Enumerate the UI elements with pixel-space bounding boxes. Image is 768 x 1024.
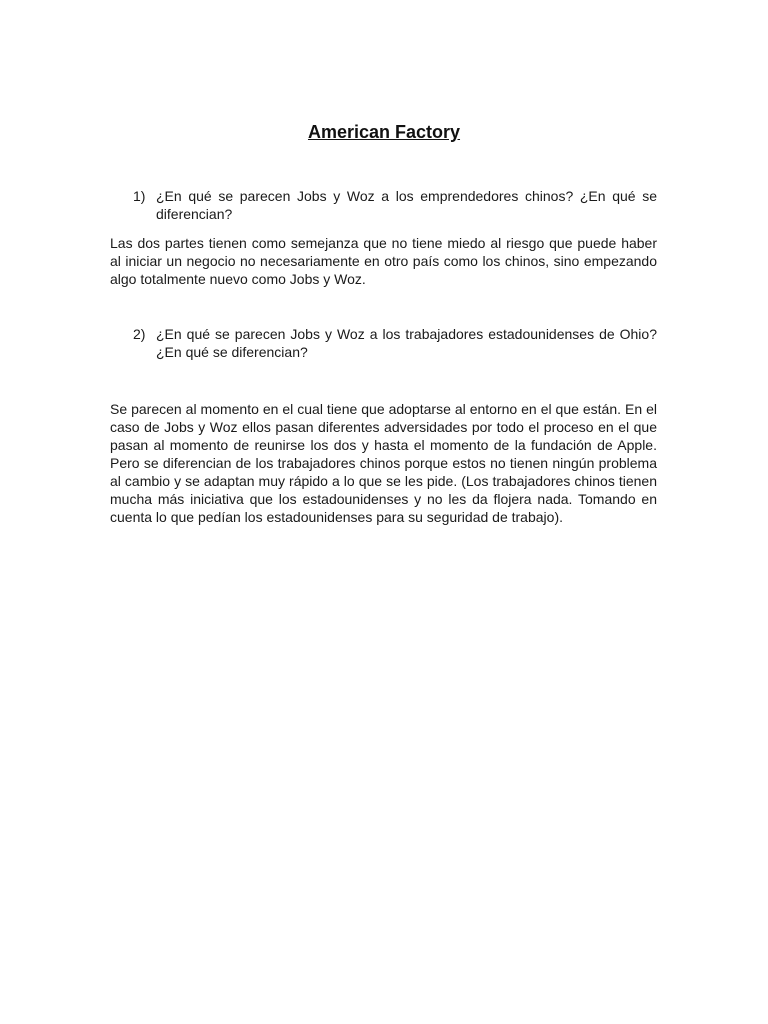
answer-2: Se parecen al momento en el cual tiene que adoptarse al entorno en el que están. En el caso de Jobs y Woz ellos pasan diferentes adversidades por todo el proceso en el que pasan al momento de reunirse los dos y hasta el momento de la fundación de Apple. Pero se diferencian de los trabajadores chinos porque estos no tienen ningún problema al cambio y se adaptan muy rápido a lo que se les pide. (Los trabajadores chinos tienen mucha más iniciativa que los estadounidenses y no les da flojera nada. Tomando en cuenta lo que pedían los estadounidenses para su seguridad de trabajo). [110, 401, 657, 525]
answer-1: Las dos partes tienen como semejanza que no tiene miedo al riesgo que puede haber al iniciar un negocio no necesariamente en otro país como los chinos, sino empezando algo totalmente nuevo como Jobs y Woz. [110, 235, 657, 287]
question-2-text: ¿En qué se parecen Jobs y Woz a los trabajadores estadounidenses de Ohio? ¿En qué se diferencian? [156, 326, 657, 360]
question-2-number: 2) [133, 326, 146, 342]
question-1 [133, 187, 657, 223]
document-title: American Factory [307, 122, 461, 142]
question-1-text: ¿En qué se parecen Jobs y Woz a los emprendedores chinos? ¿En qué se diferencian? [156, 188, 657, 222]
question-1-number: 1) [133, 188, 146, 204]
question-2 [133, 325, 657, 361]
